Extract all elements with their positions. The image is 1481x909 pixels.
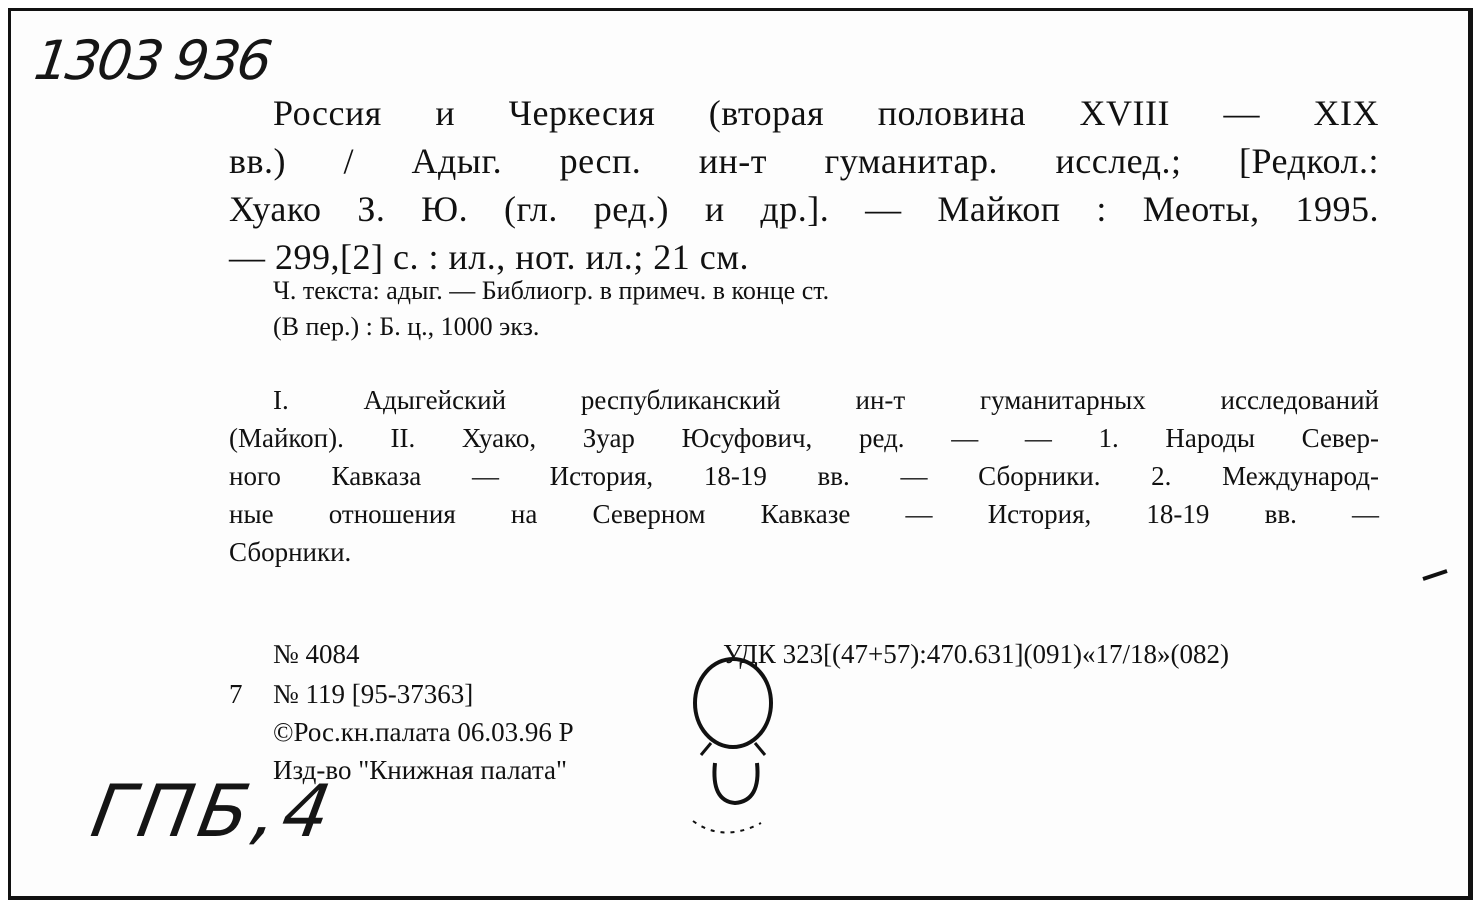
entry-line: — 299,[2] с. : ил., нот. ил.; 21 см.: [229, 237, 749, 277]
subject-line: ного Кавказа — История, 18-19 вв. — Сборники. 2. Международ-: [229, 461, 1379, 491]
note-line: (В пер.) : Б. ц., 1000 экз.: [273, 312, 540, 341]
entry-notes: [273, 273, 829, 345]
card-number: № 4084: [273, 639, 360, 669]
subject-line: (Майкоп). II. Хуако, Зуар Юсуфович, ред. — — 1. Народы Север-: [229, 423, 1379, 453]
entry-line: вв.) / Адыг. респ. ин-т гуманитар. исслед.; [Редкол.:: [229, 141, 1379, 181]
handwritten-shelf-mark: ГПБ,4: [85, 769, 343, 853]
ink-mark-icon: [1421, 567, 1451, 583]
publisher-line: Изд-во "Книжная палата": [273, 755, 567, 785]
entry-line: Россия и Черкесия (вторая половина XVIII — XIX: [273, 93, 1379, 133]
subject-headings: [229, 381, 1379, 571]
keyhole-stamp-icon: [683, 651, 793, 851]
entry-line: Хуако З. Ю. (гл. ред.) и др.]. — Майкоп : Меоты, 1995.: [229, 189, 1379, 229]
copyright-line: ©Рос.кн.палата 06.03.96 Р: [273, 717, 574, 747]
udk-code: УДК 323[(47+57):470.631](091)«17/18»(082): [723, 639, 1229, 669]
bibliographic-entry: [229, 89, 1379, 281]
registration-number: № 119 [95-37363]: [273, 679, 474, 709]
subject-line: I. Адыгейский республиканский ин-т гуманитарных исследований: [273, 385, 1379, 415]
subject-line: ные отношения на Северном Кавказе — История, 18-19 вв. —: [229, 499, 1379, 529]
handwritten-call-number: 1303 936: [30, 29, 274, 92]
note-line: Ч. текста: адыг. — Библиогр. в примеч. в конце ст.: [273, 276, 830, 305]
catalog-card: [8, 8, 1473, 900]
lead-digit: 7: [229, 679, 243, 709]
subject-line: Сборники.: [229, 537, 352, 567]
